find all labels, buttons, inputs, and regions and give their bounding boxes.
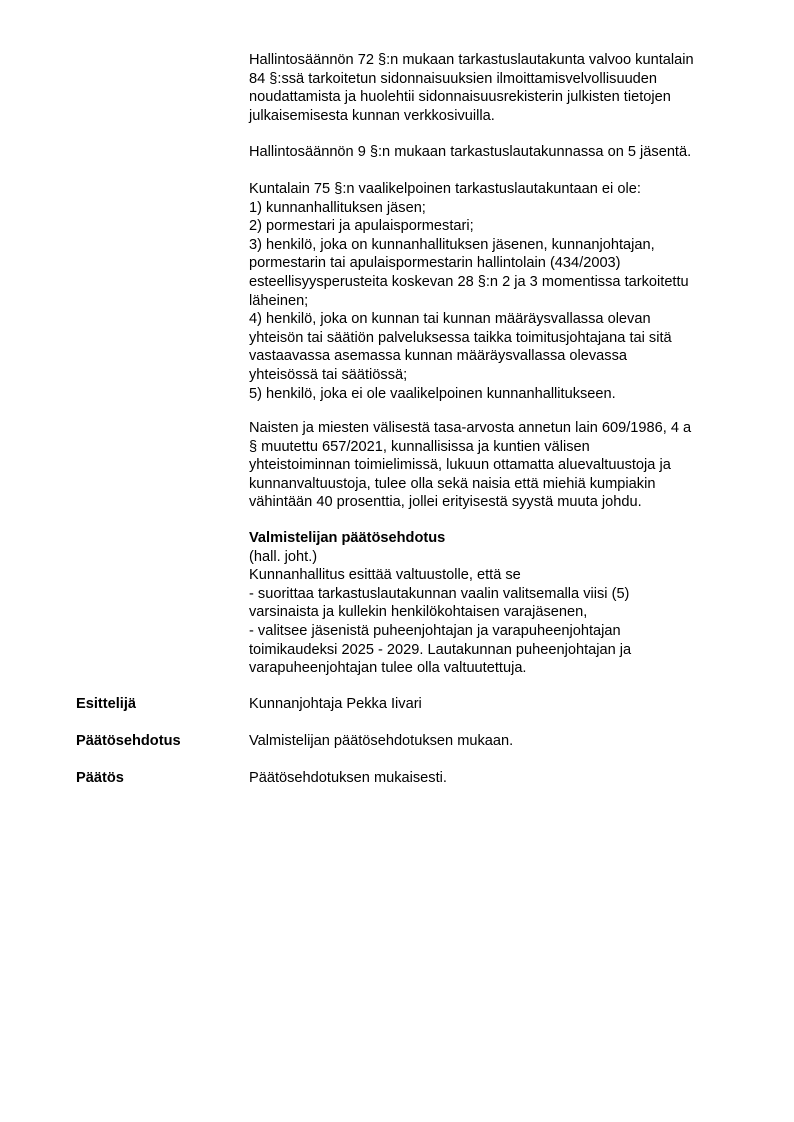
text-line: Kunnanhallitus esittää valtuustolle, että se <box>249 567 521 584</box>
text-line: - suorittaa tarkastuslautakunnan vaalin valitsemalla viisi (5) <box>249 585 630 602</box>
text-line: toimikaudeksi 2025 - 2029. Lautakunnan puheenjohtajan ja <box>249 641 632 658</box>
decision-label: Päätös <box>76 770 124 786</box>
text-line: varapuheenjohtajan tulee olla valtuutettuja. <box>249 660 527 677</box>
text-line: 5) henkilö, joka ei ole vaalikelpoinen kunnanhallitukseen. <box>249 385 616 402</box>
text-line: 1) kunnanhallituksen jäsen; <box>249 199 426 216</box>
text-line: 4) henkilö, joka on kunnan tai kunnan määräysvallassa olevan <box>249 311 651 328</box>
text-line: vastaavassa asemassa kunnan määräysvallassa olevassa <box>249 348 628 365</box>
proposal-heading: Valmistelijan päätösehdotus <box>249 530 446 546</box>
text-line: vähintään 40 prosenttia, jollei erityisestä syystä muuta johdu. <box>249 494 642 511</box>
text-line: Hallintosäännön 9 §:n mukaan tarkastuslautakunnassa on 5 jäsentä. <box>249 144 692 160</box>
text-line: läheinen; <box>249 292 309 309</box>
text-line: Hallintosäännön 72 §:n mukaan tarkastuslautakunta valvoo kuntalain <box>249 52 694 68</box>
text-line: 3) henkilö, joka on kunnanhallituksen jäsenen, kunnanjohtajan, <box>249 236 655 253</box>
text-line: (hall. joht.) <box>249 548 318 565</box>
text-line: § muutettu 657/2021, kunnallisissa ja kuntien välisen <box>249 438 590 455</box>
paragraph-sidonnaisuudet <box>249 51 749 125</box>
text-line: julkaisemisesta kunnan verkkosivuilla. <box>249 107 495 124</box>
text-line: pormestarin tai apulaispormestarin hallintolain (434/2003) <box>249 255 621 272</box>
proposal-section <box>249 529 749 678</box>
text-line: esteellisyysperusteita koskevan 28 §:n 2 ja 3 momentissa tarkoitettu <box>249 273 689 290</box>
paragraph-jasenmaara <box>249 143 749 162</box>
presenter-label: Esittelijä <box>76 696 137 712</box>
text-line: yhteisössä tai säätiössä; <box>249 366 408 383</box>
text-line: yhteisön tai säätiön palveluksessa taikka toimitusjohtajana tai sitä <box>249 329 672 346</box>
decision-proposal-value: Valmistelijan päätösehdotuksen mukaan. <box>249 733 514 749</box>
text-line: 2) pormestari ja apulaispormestari; <box>249 218 474 235</box>
text-line: Kuntalain 75 §:n vaalikelpoinen tarkastuslautakuntaan ei ole: <box>249 181 641 197</box>
text-line: Naisten ja miesten välisestä tasa-arvosta annetun lain 609/1986, 4 a <box>249 420 692 436</box>
text-line: noudattamista ja huolehtii sidonnaisuusrekisterin julkisten tietojen <box>249 89 671 106</box>
paragraph-tasa-arvo <box>249 419 749 512</box>
text-line: - valitsee jäsenistä puheenjohtajan ja varapuheenjohtajan <box>249 622 621 639</box>
text-line: 84 §:ssä tarkoitetun sidonnaisuuksien ilmoittamisvelvollisuuden <box>249 70 658 87</box>
decision-proposal-label: Päätösehdotus <box>76 733 181 749</box>
decision-value: Päätösehdotuksen mukaisesti. <box>249 770 447 786</box>
presenter-value: Kunnanjohtaja Pekka Iivari <box>249 696 422 712</box>
text-line: yhteistoiminnan toimielimissä, lukuun ottamatta aluevaltuustoja ja <box>249 457 671 474</box>
text-line: varsinaista ja kullekin henkilökohtaisen varajäsenen, <box>249 604 588 621</box>
text-line: kunnanvaltuustoja, tulee olla sekä naisia että miehiä kumpiakin <box>249 475 656 492</box>
paragraph-vaalikelpoisuus <box>249 180 749 403</box>
